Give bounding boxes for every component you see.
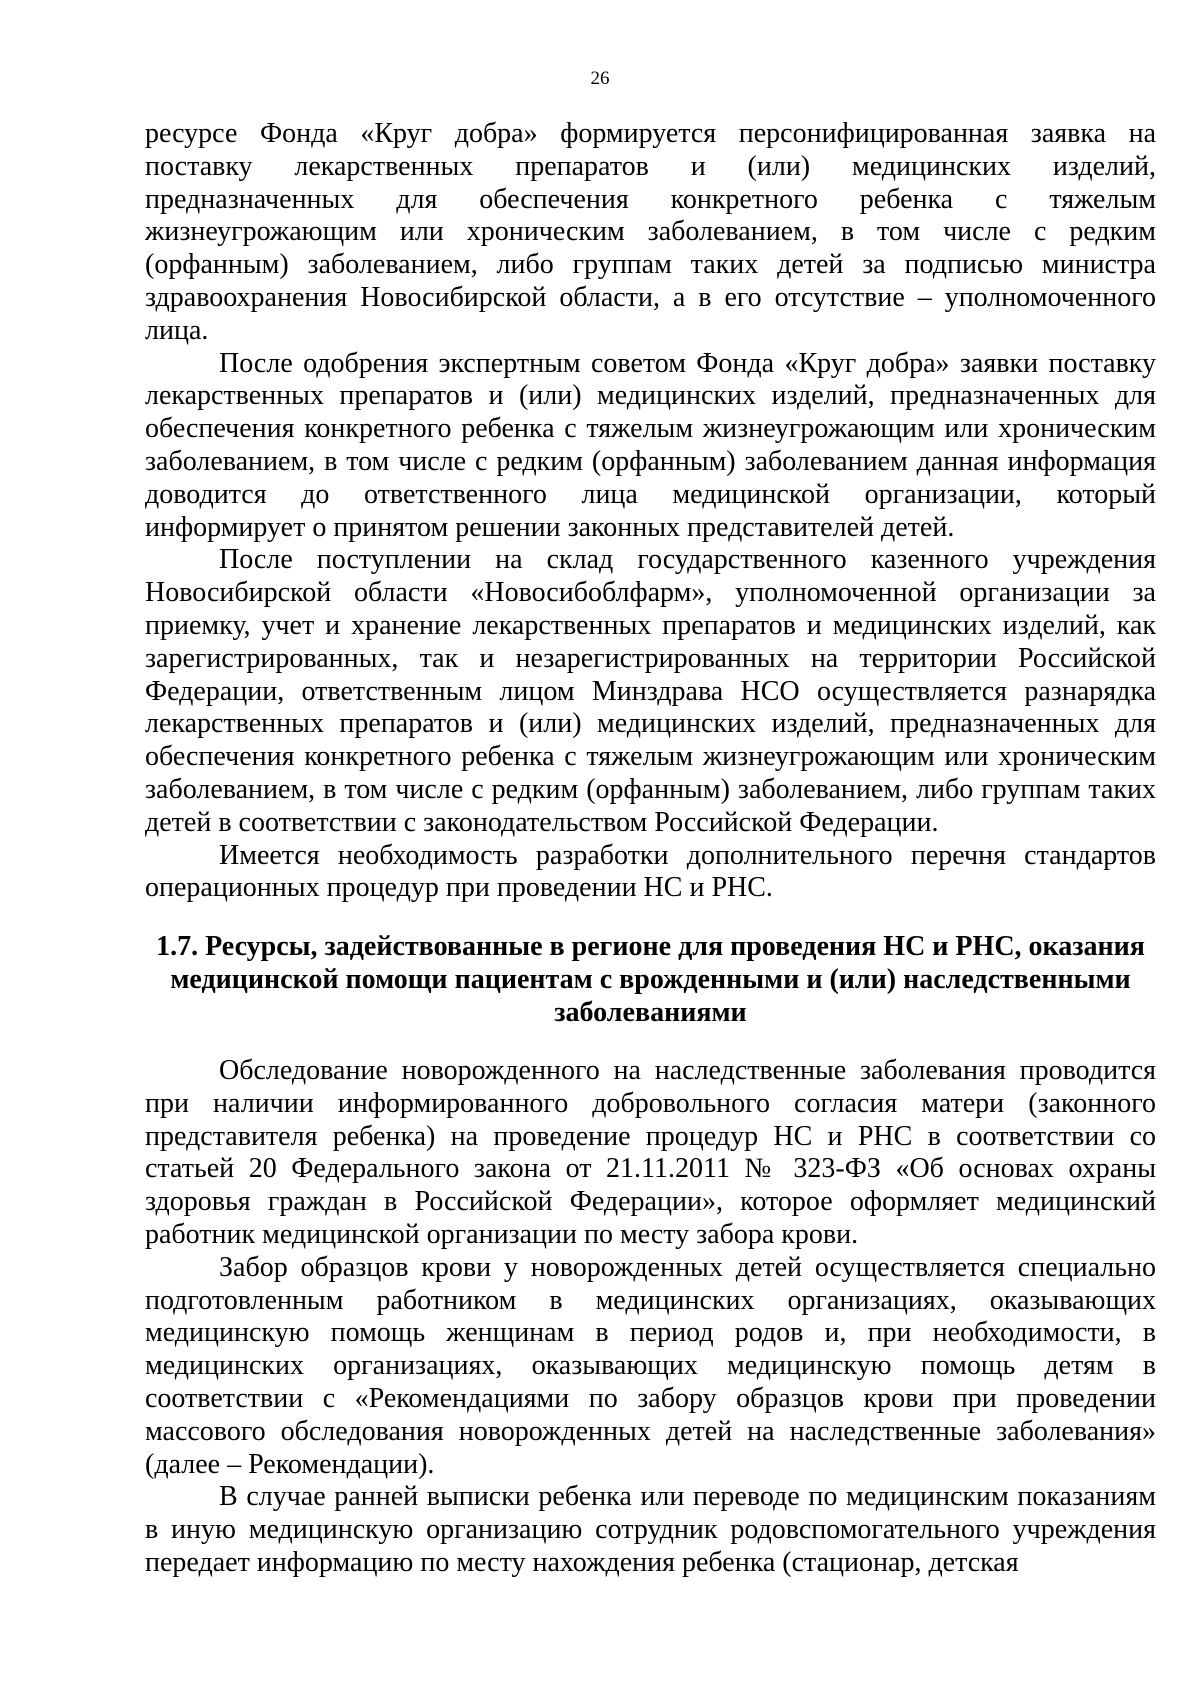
paragraph: Имеется необходимость разработки дополнительного перечня стандартов операционных процедур при проведении НС и РНС.: [145, 839, 1156, 904]
body-text-top: [145, 118, 1156, 905]
section-heading-line: заболеваниями: [554, 997, 747, 1028]
paragraph: В случае ранней выписки ребенка или переводе по медицинским показаниям в иную медицинскую организацию сотрудник родовспомогательного учреждения передает информацию по месту нахождения ребенка (стационар, детская: [145, 1481, 1156, 1578]
paragraph: После одобрения экспертным советом Фонда «Круг добра» заявки поставку лекарственных препаратов и (или) медицинских изделий, предназначенных для обеспечения конкретного ребенка с тяжелым жизнеугрожающим или хроническим заболеванием, в том числе с редким (орфанным) заболеванием данная информация доводится до ответственного лица медицинской организации, который информирует о принятом решении законных представителей детей.: [145, 347, 1156, 543]
paragraph: ресурсе Фонда «Круг добра» формируется персонифицированная заявка на поставку лекарственных препаратов и (или) медицинских изделий, предназначенных для обеспечения конкретного ребенка с тяжелым жизнеугрожающим или хроническим заболеванием, в том числе с редким (орфанным) заболеванием, либо группам таких детей за подписью министра здравоохранения Новосибирской области, а в его отсутствие – уполномоченного лица.: [145, 118, 1156, 346]
section-heading-line: медицинской помощи пациентам с врожденными и (или) наследственными: [170, 964, 1131, 995]
page-number: 26: [590, 68, 610, 89]
paragraph: После поступлении на склад государственного казенного учреждения Новосибирской области «Новосибоблфарм», уполномоченной организации за приемку, учет и хранение лекарственных препаратов и медицинских изделий, как зарегистрированных, так и незарегистрированных на территории Российской Федерации, ответственным лицом Минздрава НСО осуществляется разнарядка лекарственных препаратов и (или) медицинских изделий, предназначенных для обеспечения конкретного ребенка с тяжелым жизнеугрожающим или хроническим заболеванием, в том числе с редким (орфанным) заболеванием, либо группам таких детей в соответствии с законодательством Российской Федерации.: [145, 544, 1156, 838]
paragraph: Забор образцов крови у новорожденных детей осуществляется специально подготовленным работником в медицинских организациях, оказывающих медицинскую помощь женщинам в период родов и, при необходимости, в медицинских организациях, оказывающих медицинскую помощь детям в соответствии с «Рекомендациями по забору образцов крови при проведении массового обследования новорожденных детей на наследственные заболевания» (далее – Рекомендации).: [145, 1251, 1156, 1480]
section-heading-line: 1.7. Ресурсы, задействованные в регионе для проведения НС и РНС, оказания: [156, 931, 1145, 962]
body-text-bottom: [145, 1055, 1156, 1580]
paragraph: Обследование новорожденного на наследственные заболевания проводится при наличии информированного добровольного согласия матери (законного представителя ребенка) на проведение процедур НС и РНС в соответствии со статьей 20 Федерального закона от 21.11.2011 № 323-ФЗ «Об основах охраны здоровья граждан в Российской Федерации», которое оформляет медицинский работник медицинской организации по месту забора крови.: [145, 1055, 1156, 1250]
section-heading: [145, 930, 1156, 1029]
